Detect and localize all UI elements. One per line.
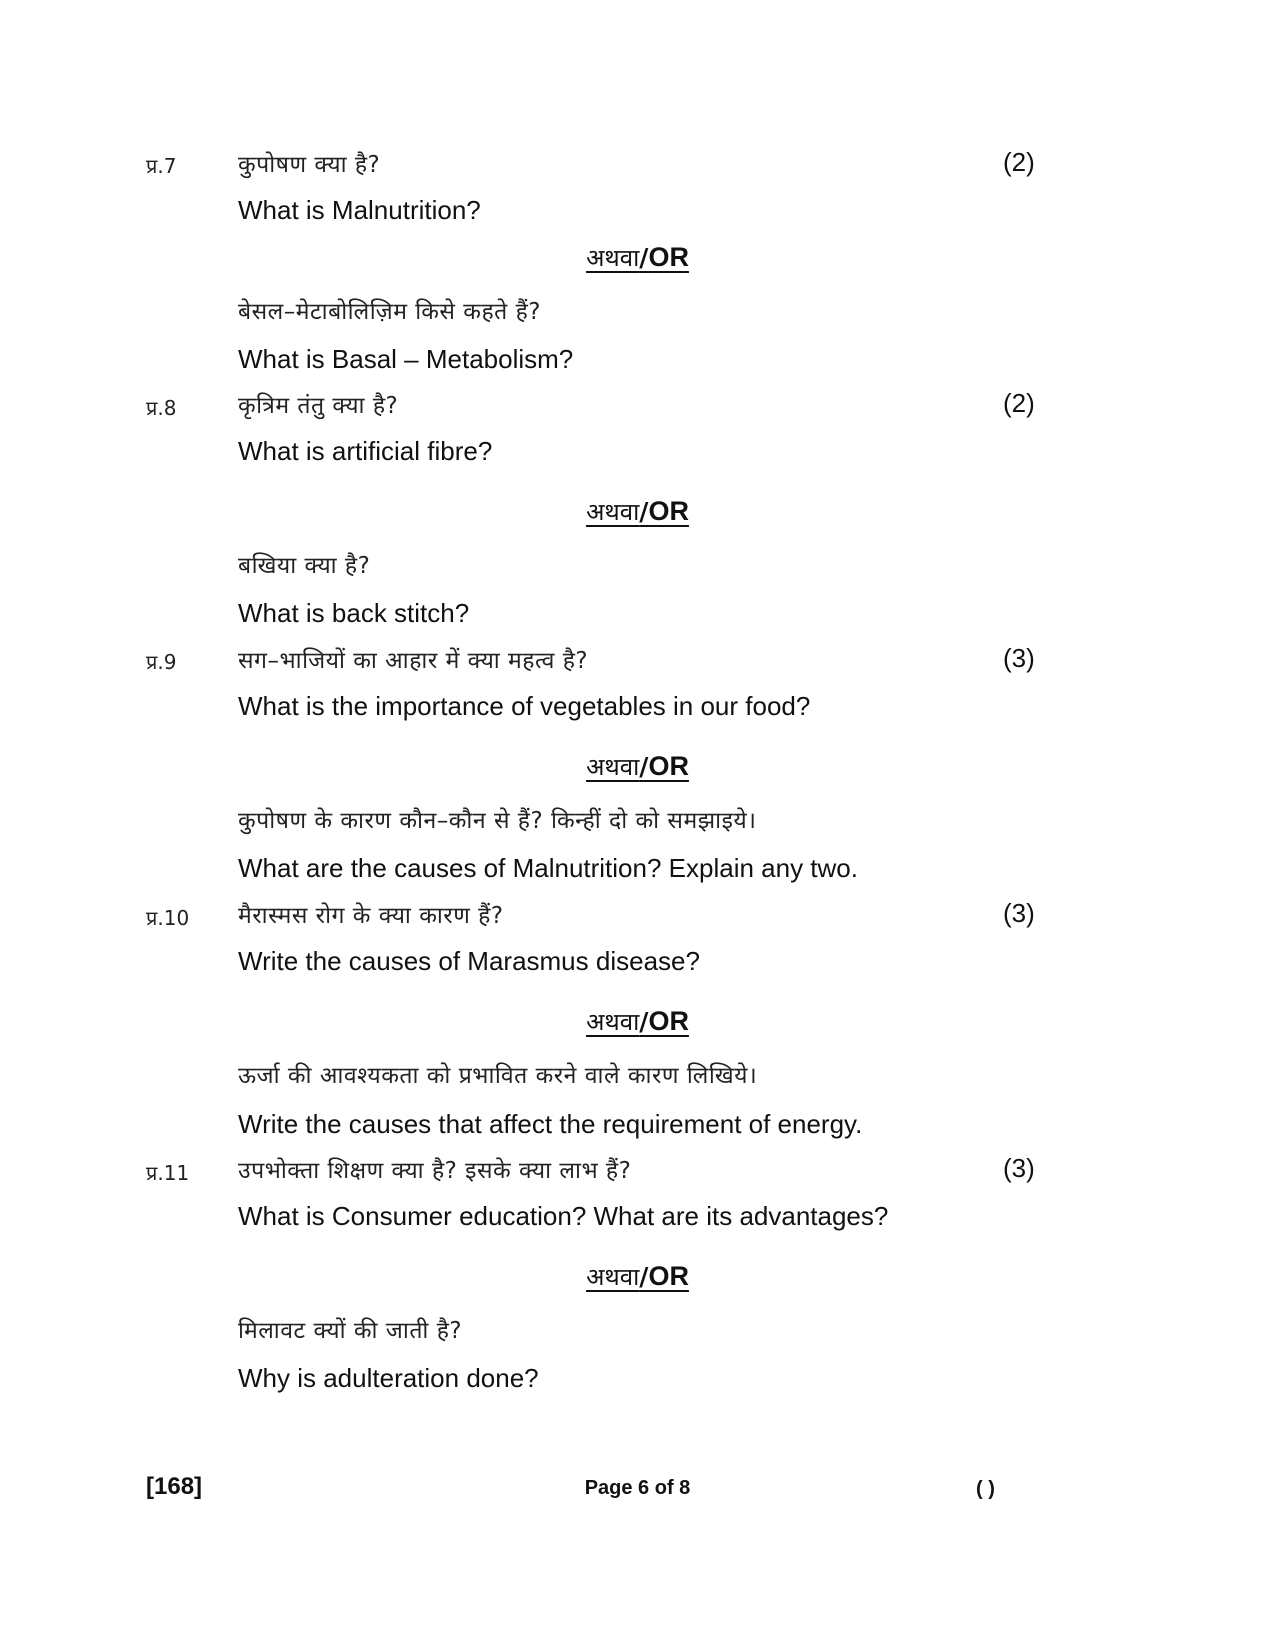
or-separator-9: अथवा/OR — [586, 751, 689, 781]
question-8-alt-english: What is back stitch? — [238, 598, 470, 628]
question-9-hindi: सग–भाजियों का आहार में क्या महत्व है? — [238, 648, 589, 674]
question-7-alt-english: What is Basal – Metabolism? — [238, 344, 574, 374]
question-10-alt-english: Write the causes that affect the requirement of energy. — [238, 1109, 863, 1139]
question-11-alt-english: Why is adulteration done? — [238, 1363, 539, 1393]
question-10-number: प्र.10 — [146, 906, 190, 930]
question-7-alt-hindi: बेसल–मेटाबोलिज़िम किसे कहते हैं? — [238, 299, 542, 325]
question-9-marks: (3) — [1003, 643, 1035, 673]
question-8-alt-hindi: बखिया क्या है? — [238, 553, 371, 579]
question-7-marks: (2) — [1003, 147, 1035, 177]
question-7-hindi: कुपोषण क्या है? — [238, 152, 381, 178]
footer-paper-code: [168] — [146, 1473, 203, 1500]
question-10-marks: (3) — [1003, 898, 1035, 928]
question-8-english: What is artificial fibre? — [238, 436, 493, 466]
question-7-english: What is Malnutrition? — [238, 195, 481, 225]
or-separator-11: अथवा/OR — [586, 1261, 689, 1291]
question-9-number: प्र.9 — [146, 650, 177, 674]
or-separator-7: अथवा/OR — [586, 242, 689, 272]
or-separator-10: अथवा/OR — [586, 1006, 689, 1036]
footer-page-number: Page 6 of 8 — [584, 1477, 691, 1499]
question-7-number: प्र.7 — [146, 154, 177, 178]
question-9-alt-hindi: कुपोषण के कारण कौन–कौन से हैं? किन्हीं दो को समझाइये। — [238, 808, 757, 834]
question-10-hindi: मैरास्मस रोग के क्या कारण हैं? — [238, 903, 504, 929]
question-8-number: प्र.8 — [146, 396, 177, 420]
question-9-english: What is the importance of vegetables in our food? — [238, 691, 811, 721]
question-10-alt-hindi: ऊर्जा की आवश्यकता को प्रभावित करने वाले कारण लिखिये। — [238, 1063, 758, 1089]
question-11-hindi: उपभोक्ता शिक्षण क्या है? इसके क्या लाभ हैं? — [238, 1158, 632, 1184]
question-11-marks: (3) — [1003, 1153, 1035, 1183]
question-11-number: प्र.11 — [146, 1161, 190, 1185]
question-8-hindi: कृत्रिम तंतु क्या है? — [238, 393, 399, 419]
question-9-alt-english: What are the causes of Malnutrition? Explain any two. — [238, 853, 858, 883]
or-separator-8: अथवा/OR — [586, 496, 689, 526]
question-11-english: What is Consumer education? What are its advantages? — [238, 1201, 889, 1231]
footer-right-marker: ( ) — [976, 1478, 995, 1500]
question-10-english: Write the causes of Marasmus disease? — [238, 946, 700, 976]
question-8-marks: (2) — [1003, 388, 1035, 418]
question-11-alt-hindi: मिलावट क्यों की जाती है? — [238, 1318, 463, 1344]
